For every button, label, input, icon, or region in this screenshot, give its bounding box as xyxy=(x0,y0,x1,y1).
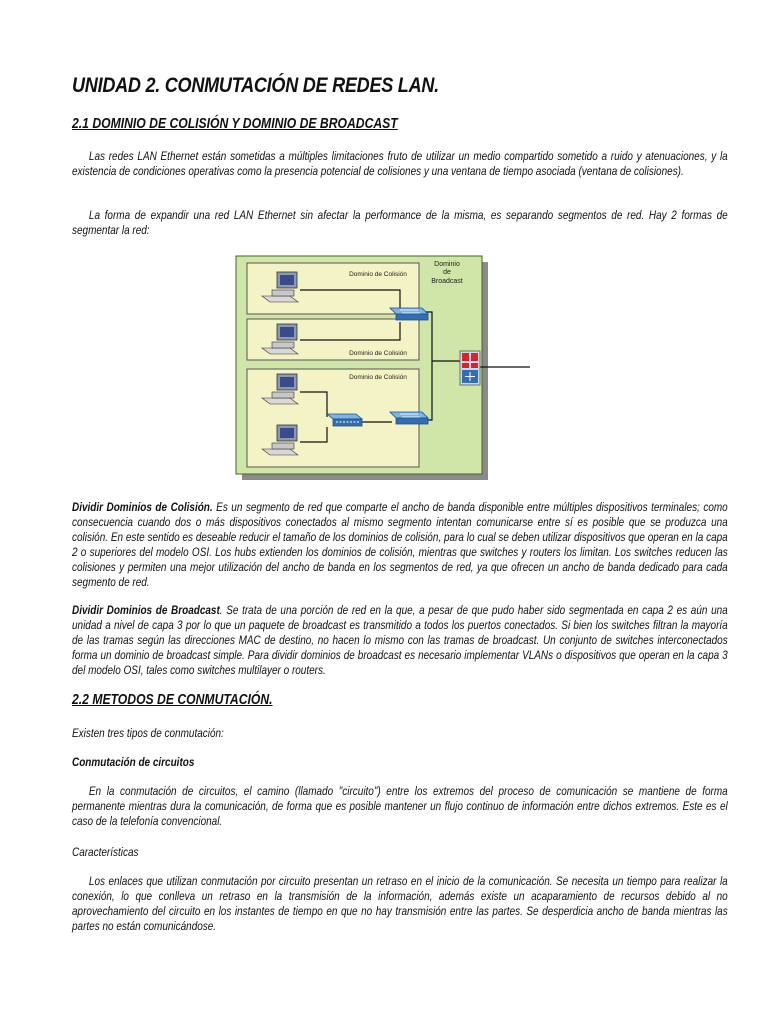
section-2-1-heading: 2.1 DOMINIO DE COLISIÓN Y DOMINIO DE BROADCAST xyxy=(72,116,398,132)
collision-label-2: Dominio de Colisión xyxy=(349,350,407,357)
switching-types-intro: Existen tres tipos de conmutación: xyxy=(72,726,224,740)
network-diagram xyxy=(232,252,532,484)
section-2-2-paragraph-1: En la conmutación de circuitos, el camino (llamado "circuito") entre los extremos del proceso de comunicación se mantiene de forma permanente mientras dura la comunicación, de forma que es posible mantener un flujo continuo de información entre dichos extremos. Este es el caso de la telefonía convencional. xyxy=(72,784,728,828)
switch-icon xyxy=(390,412,428,424)
broadcast-label-line-2: de xyxy=(443,269,451,276)
collision-domain-text: Es un segmento de red que comparte el ancho de banda disponible entre múltiples dispositivos terminales; como consecuencia cuando dos o más dispositivos conectados al mismo segmento intentan comunicarse entre sí es posible que se produzca una colisión. En este sentido es deseable reducir el tamaño de los dominios de colisión, para lo cual se deben utilizar dispositivos que operan en la capa 2 o superiores del modelo OSI. Los hubs extienden los dominios de colisión, mientras que switches y routers los limitan. Los switches reducen las colisiones y permiten una mejor utilización del ancho de banda en los segmentos de red, ya que ofrecen un ancho de banda dedicado para cada segmento de red. xyxy=(72,500,728,589)
collision-label-3: Dominio de Colisión xyxy=(349,374,407,381)
collision-domain-lead: Dividir Dominios de Colisión. xyxy=(72,500,213,514)
section-2-1-paragraph-2: La forma de expandir una red LAN Ethernet sin afectar la performance de la misma, es separando segmentos de red. Hay 2 formas de segmentar la red: xyxy=(72,208,728,237)
characteristics-label: Características xyxy=(72,845,139,859)
section-2-1-paragraph-4 xyxy=(72,603,728,678)
switch-icon xyxy=(390,308,428,320)
broadcast-domain-lead: Dividir Dominios de Broadcast xyxy=(72,603,220,617)
section-2-2-heading: 2.2 METODOS DE CONMUTACIÓN. xyxy=(72,692,273,708)
section-2-1-paragraph-1: Las redes LAN Ethernet están sometidas a múltiples limitaciones fruto de utilizar un medio compartido sometido a ruido y atenuaciones, y la existencia de condiciones operativas como la presencia potencial de colisiones y una ventana de tiempo asociada (ventana de colisiones). xyxy=(72,149,728,178)
broadcast-domain-text: . Se trata de una porción de red en la que, a pesar de que pudo haber sido segmentada en capa 2 es aún una unidad a nivel de capa 3 por lo que un paquete de broadcast es transmitido a todos los puertos conectados. Si bien los switches filtran la mayoría de las tramas según las direcciones MAC de destino, no hacen lo mismo con las tramas de broadcast. Un conjunto de switches interconectados forma un dominio de broadcast simple. Para dividir dominios de broadcast es necesario implementar VLANs o dispositivos que operan en la capa 3 del modelo OSI, tales como switches multilayer o routers. xyxy=(72,603,728,677)
router-icon xyxy=(460,351,480,385)
circuit-switching-subheading: Conmutación de circuitos xyxy=(72,755,195,769)
section-2-1-paragraph-3 xyxy=(72,500,728,590)
page-title: UNIDAD 2. CONMUTACIÓN DE REDES LAN. xyxy=(72,74,439,97)
broadcast-label-line-3: Broadcast xyxy=(431,278,463,285)
collision-label-1: Dominio de Colisión xyxy=(349,271,407,278)
section-2-2-paragraph-2: Los enlaces que utilizan conmutación por circuito presentan un retraso en el inicio de la comunicación. Se necesita un tiempo para realizar la conexión, lo que conlleva un retraso en la transmisión de la información, además existe un acaparamiento de recursos debido al no aprovechamiento del circuito en los instantes de tiempo en que no hay transmisión entre las partes. Se desperdicia ancho de banda mientras las partes no están comunicándose. xyxy=(72,874,728,933)
broadcast-label-line-1: Dominio xyxy=(434,261,460,268)
